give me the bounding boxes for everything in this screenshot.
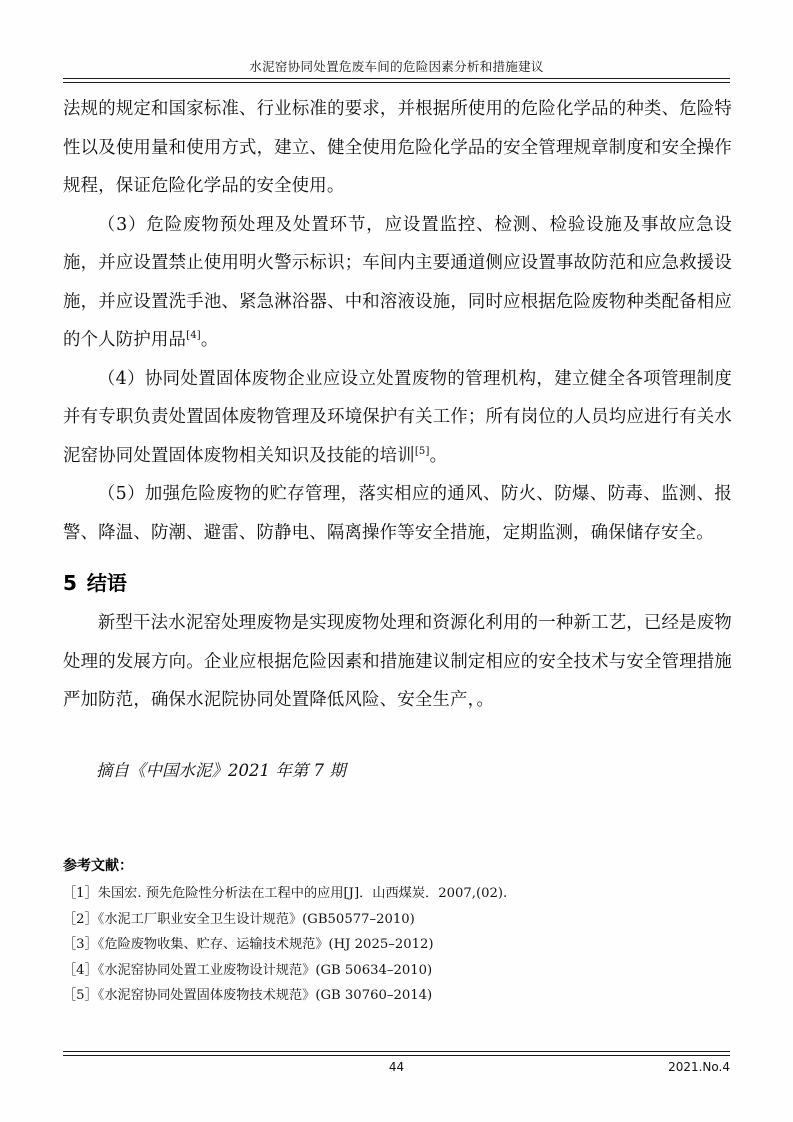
reference-item: ［1］朱国宏. 预先危险性分析法在工程中的应用[J]．山西煤炭．2007,(02). (63, 886, 508, 901)
section-title: 结语 (86, 571, 127, 595)
reference-item: ［3］《危险废物收集、贮存、运输技术规范》(HJ 2025–2012) (63, 937, 434, 952)
footer-rule-thick (63, 1051, 730, 1052)
section-heading (63, 564, 732, 602)
reference-item: ［5］《水泥窑协同处置固体废物技术规范》(GB 30760–2014) (63, 988, 433, 1003)
body-text-block (63, 90, 732, 802)
running-header-title: 水泥窑协同处置危废车间的危险因素分析和措施建议 (249, 59, 544, 74)
references-title: 参考文献： (63, 858, 133, 874)
reference-item: ［4］《水泥窑协同处置工业废物设计规范》(GB 50634–2010) (63, 962, 433, 978)
paragraph-item-3-text: （3）危险废物预处理及处置环节，应设置监控、检测、检验设施及事故应急设施，并应设置禁止使用明火警示标识；车间内主要通道侧应设置事故防范和应急救援设施，并应设置洗手池、紧急淋浴器、中和溶液设施，同时应根据危险废物种类配备相应的个人防护用品 (63, 214, 732, 350)
header-rule-thick (63, 78, 730, 79)
section-paragraph-1: 新型干法水泥窑处理废物是实现废物处理和资源化利用的一种新工艺，已经是废物处理的发展方向。企业应根据危险因素和措施建议制定相应的安全技术与安全管理措施严加防范，确保水泥院协同处置降低风险、安全生产，。 (63, 613, 732, 710)
paragraph-continuation: 法规的规定和国家标准、行业标准的要求，并根据所使用的危险化学品的种类、危险特性以及使用量和使用方式，建立、健全使用危险化学品的安全管理规章制度和安全操作规程，保证危险化学品的安全使用。 (63, 99, 732, 196)
paragraph-item-4 (63, 360, 732, 476)
references-block (63, 855, 732, 1009)
footnote-marker-4: [4] (186, 330, 201, 342)
paragraph-item-3-tail: 。 (200, 330, 219, 350)
header-rule-thin (63, 82, 730, 83)
paragraph-item-5: （5）加强危险废物的贮存管理，落实相应的通风、防火、防爆、防毒、监测、报警、降温、防潮、避雷、防静电、隔离操作等安全措施，定期监测，确保储存安全。 (63, 484, 732, 543)
footnote-marker-5: [5] (414, 445, 430, 457)
source-citation: 摘自《中国水泥》2021 年第 7 期 (96, 760, 346, 780)
footer-rule-thin (63, 1055, 730, 1056)
paragraph-item-3 (63, 206, 732, 360)
page-number: 44 (388, 1060, 405, 1074)
issue-label: 2021.No.4 (668, 1060, 730, 1074)
section-number: 5 (63, 571, 77, 595)
paragraph-item-4-text: （4）协同处置固体废物企业应设立处置废物的管理机构，建立健全各项管理制度并有专职负责处置固体废物管理及环境保护有关工作；所有岗位的人员均应进行有关水泥窑协同处置固体废物相关知识及技能的培训 (63, 368, 732, 466)
reference-item: ［2］《水泥工厂职业安全卫生设计规范》(GB50577–2010) (63, 911, 415, 927)
paragraph-item-4-tail: 。 (429, 445, 448, 466)
